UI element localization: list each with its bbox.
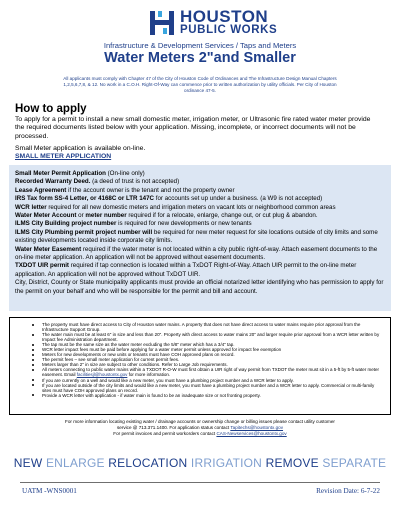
compliance-intro: All applicants must comply with Chapter 47 of the City of Houston Code of Ordinances and The Infrastructure Design Manual Chapters 1,2,5,6,7,8, & 12. No work in a C.O.H. Right-Of-Way can commence prior to written authorization by utility officials. Per City of Houston ordinance 47-5. [63, 76, 337, 94]
requirement-item: City, District, County or State municipality applicants must provide an official notarized letter identifying who has permission to apply for the permit on your behalf and who will be responsible for the permit and bill and account. [15, 279, 384, 295]
note-item: If you are located outside of the city limits and would like a new meter, you must have a plumbing project number and a WCR letter to apply. Commercial or multi-family sites must have COH approved plans on record. [42, 383, 382, 393]
note-item: Meters for new developments or new units or tenants must have COH approved plans on record. [42, 352, 382, 357]
hpw-logo-icon [148, 9, 176, 37]
requirement-item: IRS Tax form SS-4 Letter, or 4168C or LTR 147C for accounts set up under a business. (a W9 is not accepted) [15, 195, 323, 203]
contact-info [60, 419, 340, 436]
how-to-apply-text: To apply for a permit to install a new small domestic meter, irrigation meter, or Ultrasonic fire rated water meter provide the required documents listed below with your application. Missing, incomplete, or incorrect documents will not be processed. [15, 116, 371, 140]
requirement-item: Recorded Warranty Deed. (a deed of trust is not accepted) [15, 178, 180, 186]
notes-box [9, 317, 391, 415]
department-line: Infrastructure & Development Services / Taps and Meters [103, 41, 297, 50]
requirement-item: Lease Agreement if the account owner is the tenant and not the property owner [15, 186, 235, 194]
houston-public-works-logo [148, 7, 278, 38]
requirements-box [9, 165, 391, 311]
requirement-item: TXDOT UIR permit required if tap connection is located within a TxDOT Right-of-Way. Attach UIR permit to the on-line meter application. An application will not be approved without TxDOT UIR. [15, 262, 357, 278]
cas-newservices-email-link[interactable]: CAS-Newservices@houstontx.gov [216, 430, 287, 436]
note-item: All meters connecting to public water mains within a TXDOT R-O-W must first obtain a UIR right of way permit from TXDOT the meter must sit in a 5-ft by 5-ft water meter easement. Email facilitiesjl@houstontx.gov for more information. [42, 367, 382, 377]
service-type-label: RELOCATION [108, 456, 188, 470]
note-item: WCR letter impact fees must be paid before applying for a water meter permit unless approved for impact fee exemption [42, 347, 382, 352]
requirement-item: Small Meter Permit Application (On-line only) [15, 170, 145, 177]
how-to-apply-heading: How to apply [15, 103, 87, 115]
footer-divider [20, 482, 380, 483]
form-id: UATM -WNS0001 [22, 487, 77, 495]
service-type-label: REMOVE [265, 456, 319, 470]
note-item: The property must have direct access to City of Houston water mains. A property that does not have direct access to water mains require prior approval from the Infrastructure Support Group. [42, 322, 382, 332]
contact-line-2: service @ 713.371.1400. For application status contact Tapitechs@houstontx.gov [116, 424, 284, 430]
requirement-item: Water Meter Easement required if the water meter is not located within a city public right-of-way. Attach easement documents to the on-line meter application. An application will not be approved without easement documents. [15, 245, 378, 262]
note-item: If you are currently on a well and would like a new meter, you must have a plumbing project number and a WCR letter to apply. [42, 378, 382, 383]
contact-line-1: For more information locating existing water / drainage accounts or ownership change or billing issues please contact utility customer [65, 419, 335, 424]
tap-techs-email-link[interactable]: Tapitechs@houstontx.gov [230, 424, 284, 430]
service-types-banner [0, 456, 400, 470]
logo-text-public-works: PUBLIC WORKS [180, 24, 278, 36]
service-type-label: IRRIGATION [190, 456, 263, 470]
small-meter-application-link[interactable]: SMALL METER APPLICATION [15, 153, 112, 160]
contact-line-3: For permit invoices and permit workorders contact CAS-Newservices@houstontx.gov [113, 430, 287, 436]
revision-date: Revision Date: 6-7-22 [316, 487, 380, 495]
notes-list [18, 322, 382, 398]
service-type-label: ENLARGE [45, 456, 105, 470]
note-item: The tap must be the same size as the water meter excluding the 5/8" meter which has a 3/4" tap. [42, 342, 382, 347]
page-title: Water Meters 2"and Smaller [104, 50, 296, 66]
facilities-email-link[interactable]: facilitiesjl@houstontx.gov [76, 372, 128, 378]
note-item: Provide a WCR letter with application - if water main is found to be an inadequate size or not fronting property. [42, 393, 382, 398]
requirement-item: Water Meter Account or meter number required if for a relocate, enlarge, change out, or cut plug & abandon. [15, 212, 318, 220]
logo-text-houston: HOUSTON [180, 7, 269, 26]
note-item: The permit fees – see small meter application for current permit fees. [42, 357, 382, 362]
note-item: The water main must be at least 6" in size and less than 20". Property with direct access to water mains 20" and larger require prior approval from a WCR letter written by Impact fee Administration department. [42, 332, 382, 342]
service-type-label: NEW [13, 456, 43, 470]
requirement-item: ILMS City Plumbing permit project number will be required for new meter request for site locations outside of city limits and some existing developments located inside corporate city limits. [15, 228, 378, 245]
requirement-item: ILMS City Building project number is required for new developments or new tenants [15, 220, 252, 228]
note-item: Meters larger than 2" in size are subject to other conditions. Refer to Large Job requirements. [42, 362, 382, 367]
requirement-item: WCR letter required for all new domestic meters and irrigation meters on vacant lots or neighborhood common areas [15, 203, 336, 211]
service-type-label: SEPARATE [322, 456, 387, 470]
online-note: Small Meter application is available on-line. [15, 145, 146, 152]
